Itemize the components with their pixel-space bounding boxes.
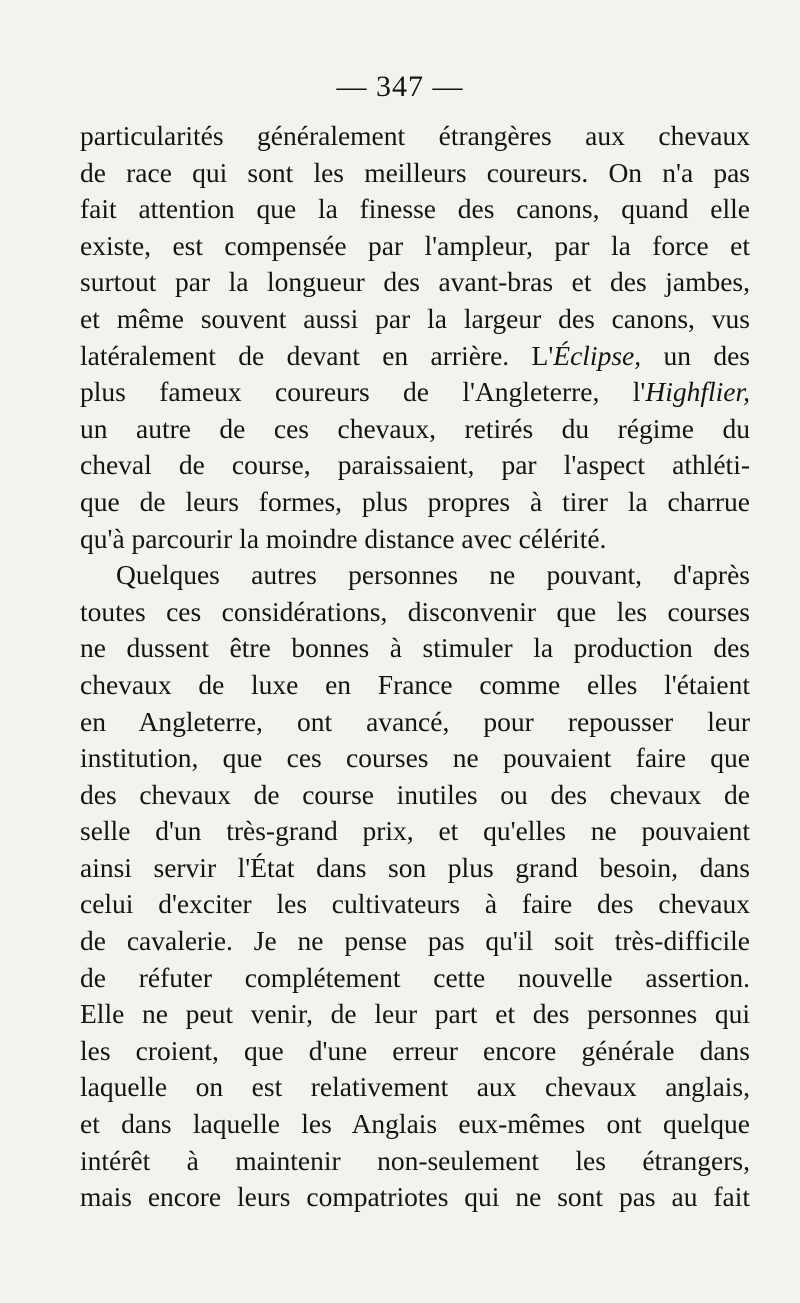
text-line: en Angleterre, ont avancé, pour repousser leur (80, 705, 750, 737)
italic-title: Éclipse, (553, 339, 642, 371)
text-line: qu'à parcourir la moindre distance avec célérité. (80, 522, 607, 554)
text-line: que de leurs formes, plus propres à tirer la charrue (80, 485, 750, 517)
text-line: mais encore leurs compatriotes qui ne sont pas au fait (80, 1181, 750, 1213)
text-line: celui d'exciter les cultivateurs à faire des chevaux (80, 888, 750, 920)
text-line: les croient, que d'une erreur encore générale dans (80, 1034, 750, 1066)
text-segment: plus fameux coureurs de l'Angleterre, l' (80, 376, 646, 408)
text-line: des chevaux de course inutiles ou des chevaux de (80, 778, 750, 810)
text-line: de réfuter complétement cette nouvelle assertion. (80, 961, 750, 993)
text-segment: latéralement de devant en arrière. L' (80, 339, 554, 371)
body-text (80, 118, 750, 1216)
text-line: un autre de ces chevaux, retirés du régime du (80, 412, 750, 444)
text-line (80, 374, 750, 411)
text-line: Quelques autres personnes ne pouvant, d'après (116, 559, 750, 591)
text-line: institution, que ces courses ne pouvaient faire que (80, 742, 750, 774)
text-line: existe, est compensée par l'ampleur, par la force et (80, 229, 750, 261)
text-line: intérêt à maintenir non-seulement les étrangers, (80, 1144, 750, 1176)
italic-title: Highflier, (645, 376, 750, 408)
text-line: ainsi servir l'État dans son plus grand besoin, dans (80, 851, 750, 883)
text-line: particularités généralement étrangères aux chevaux (80, 120, 750, 151)
text-line: toutes ces considérations, disconvenir que les courses (80, 595, 750, 627)
text-line: Elle ne peut venir, de leur part et des personnes qui (80, 998, 750, 1030)
text-line: selle d'un très-grand prix, et qu'elles ne pouvaient (80, 815, 750, 847)
text-line: de race qui sont les meilleurs coureurs. On n'a pas (80, 156, 750, 188)
text-line: et dans laquelle les Anglais eux-mêmes ont quelque (80, 1108, 750, 1140)
text-line: ne dussent être bonnes à stimuler la production des (80, 632, 750, 664)
text-line: de cavalerie. Je ne pense pas qu'il soit très-difficile (80, 925, 750, 957)
text-line: surtout par la longueur des avant-bras et des jambes, (80, 266, 750, 298)
text-line: fait attention que la finesse des canons, quand elle (80, 193, 750, 225)
text-line: chevaux de luxe en France comme elles l'étaient (80, 668, 750, 700)
page-number: — 347 — (336, 70, 464, 103)
text-line (80, 338, 750, 375)
text-line: cheval de course, paraissaient, par l'aspect athléti- (80, 449, 750, 481)
text-segment: un des (641, 339, 750, 371)
text-line: et même souvent aussi par la largeur des canons, vus (80, 302, 750, 334)
text-line: laquelle on est relativement aux chevaux anglais, (80, 1071, 750, 1103)
